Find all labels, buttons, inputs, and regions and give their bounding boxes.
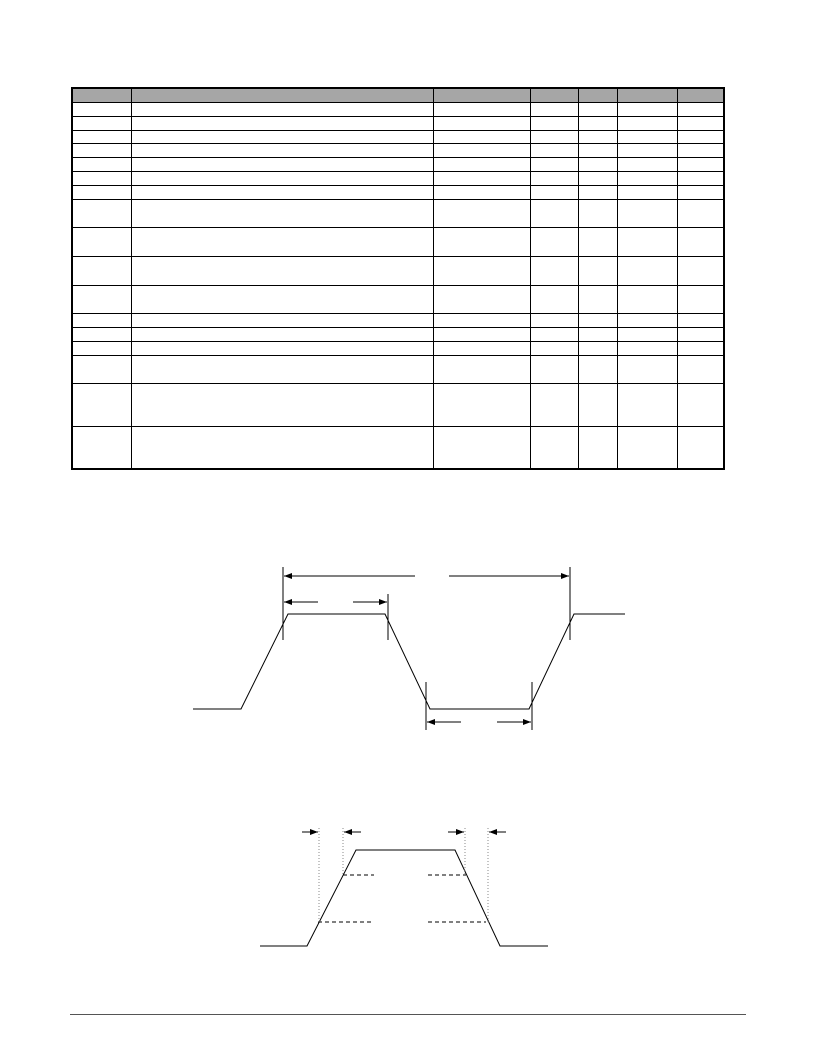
table-cell (72, 341, 131, 355)
table-cell (677, 256, 724, 285)
table-cell (617, 130, 677, 144)
table-cell (530, 199, 578, 228)
table-cell (677, 171, 724, 185)
table-cell (578, 256, 617, 285)
table-cell (530, 171, 578, 185)
column-header (677, 88, 724, 103)
table-row (72, 228, 724, 257)
clock-waveform (193, 614, 625, 709)
table-cell (131, 144, 433, 158)
clock-timing-diagram (0, 560, 816, 740)
table-cell (131, 103, 433, 117)
table-cell (131, 158, 433, 172)
table-row (72, 185, 724, 199)
table-cell (433, 256, 530, 285)
table-row (72, 158, 724, 172)
table-cell (131, 171, 433, 185)
table-cell (433, 314, 530, 328)
table-cell (617, 285, 677, 314)
table-cell (578, 384, 617, 426)
table-cell (433, 328, 530, 342)
table-cell (530, 341, 578, 355)
table-cell (677, 130, 724, 144)
table-cell (578, 341, 617, 355)
table-cell (617, 384, 677, 426)
table-cell (72, 355, 131, 384)
table-cell (131, 426, 433, 469)
table-cell (72, 130, 131, 144)
table-row (72, 103, 724, 117)
table-cell (131, 130, 433, 144)
table-cell (530, 228, 578, 257)
table-cell (72, 116, 131, 130)
table-row (72, 285, 724, 314)
table-cell (617, 355, 677, 384)
table-cell (131, 116, 433, 130)
table-cell (530, 185, 578, 199)
table-cell (677, 185, 724, 199)
table-cell (433, 158, 530, 172)
table-cell (72, 185, 131, 199)
table-cell (617, 144, 677, 158)
table-cell (617, 228, 677, 257)
table-cell (131, 199, 433, 228)
table-cell (72, 328, 131, 342)
table-cell (530, 426, 578, 469)
table-cell (530, 256, 578, 285)
table-cell (617, 158, 677, 172)
table-cell (433, 426, 530, 469)
table-cell (72, 103, 131, 117)
table-cell (72, 199, 131, 228)
column-header (617, 88, 677, 103)
column-header (530, 88, 578, 103)
table-cell (617, 199, 677, 228)
table-row (72, 384, 724, 426)
table-row (72, 116, 724, 130)
table-cell (578, 144, 617, 158)
column-header (578, 88, 617, 103)
table-cell (677, 426, 724, 469)
table-cell (131, 185, 433, 199)
table-cell (578, 285, 617, 314)
table-cell (433, 341, 530, 355)
table-cell (677, 328, 724, 342)
table-cell (578, 228, 617, 257)
table-cell (617, 328, 677, 342)
pulse-waveform (260, 850, 548, 946)
table-cell (617, 426, 677, 469)
table-row (72, 256, 724, 285)
table-cell (530, 328, 578, 342)
table-cell (530, 103, 578, 117)
table-cell (677, 228, 724, 257)
table-cell (578, 171, 617, 185)
table-cell (617, 171, 677, 185)
table-cell (72, 144, 131, 158)
table-cell (677, 355, 724, 384)
table-row (72, 328, 724, 342)
table-cell (677, 158, 724, 172)
table-cell (131, 228, 433, 257)
table-cell (72, 426, 131, 469)
rise-fall-timing-diagram (0, 820, 816, 960)
specification-table (71, 87, 725, 470)
table-cell (617, 314, 677, 328)
table-cell (530, 285, 578, 314)
table-cell (530, 116, 578, 130)
table-cell (578, 103, 617, 117)
table-cell (617, 341, 677, 355)
table-cell (677, 103, 724, 117)
table-row (72, 171, 724, 185)
table-cell (433, 199, 530, 228)
table-cell (617, 256, 677, 285)
table-row (72, 130, 724, 144)
table-cell (578, 130, 617, 144)
table-header-row (72, 88, 724, 103)
table-cell (677, 199, 724, 228)
table-cell (72, 158, 131, 172)
table-cell (72, 285, 131, 314)
table-cell (530, 314, 578, 328)
table-row (72, 144, 724, 158)
table-cell (131, 355, 433, 384)
table-cell (72, 384, 131, 426)
table-cell (677, 285, 724, 314)
table-cell (617, 103, 677, 117)
table-cell (578, 116, 617, 130)
table-row (72, 199, 724, 228)
table-cell (433, 171, 530, 185)
table-cell (677, 314, 724, 328)
table-cell (131, 328, 433, 342)
table-cell (131, 314, 433, 328)
table-cell (131, 384, 433, 426)
table-cell (131, 285, 433, 314)
table-cell (617, 116, 677, 130)
table-cell (578, 328, 617, 342)
table-cell (530, 158, 578, 172)
footer-rule (70, 1014, 746, 1015)
table-cell (131, 256, 433, 285)
column-header (433, 88, 530, 103)
table-cell (530, 144, 578, 158)
table-cell (530, 355, 578, 384)
table-row (72, 355, 724, 384)
table-cell (72, 228, 131, 257)
table-cell (578, 185, 617, 199)
column-header (131, 88, 433, 103)
table-cell (677, 341, 724, 355)
table-cell (578, 314, 617, 328)
table-row (72, 341, 724, 355)
table-cell (578, 426, 617, 469)
table-cell (433, 130, 530, 144)
table-cell (530, 130, 578, 144)
column-header (72, 88, 131, 103)
table-cell (433, 144, 530, 158)
table-cell (530, 384, 578, 426)
table-cell (578, 355, 617, 384)
table-cell (72, 171, 131, 185)
table-cell (677, 384, 724, 426)
table-row (72, 314, 724, 328)
table-cell (677, 116, 724, 130)
table-cell (131, 341, 433, 355)
table-cell (433, 285, 530, 314)
table-cell (433, 355, 530, 384)
table-cell (617, 185, 677, 199)
table-cell (433, 103, 530, 117)
table-cell (677, 144, 724, 158)
table-cell (72, 314, 131, 328)
table-cell (578, 158, 617, 172)
table-cell (433, 185, 530, 199)
table-cell (433, 384, 530, 426)
table-row (72, 426, 724, 469)
table-cell (72, 256, 131, 285)
table-cell (433, 228, 530, 257)
table-cell (433, 116, 530, 130)
table-cell (578, 199, 617, 228)
